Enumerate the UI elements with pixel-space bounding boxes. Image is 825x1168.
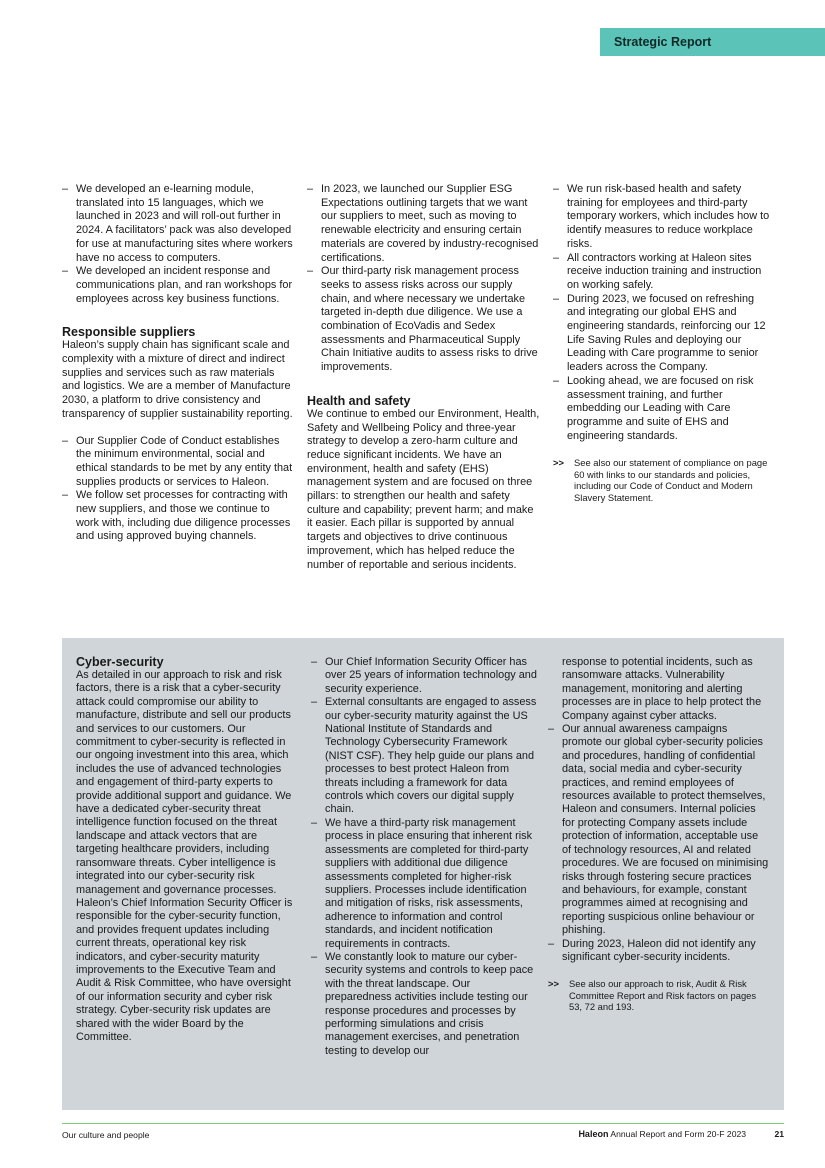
list-item: – We developed an incident response and communications plan, and ran workshops for employees across key business functions. [62,265,294,306]
footer-section-name: Our culture and people [62,1130,150,1140]
list-item: – During 2023, we focused on refreshing and integrating our global EHS and engineering standards, reinforcing our 12 Life Saving Rules and deploying our Leading with Care programme to senior leaders across the Company. [553,293,775,375]
see-also-note [548,978,770,1013]
report-title: Annual Report and Form 20-F 2023 [610,1129,747,1139]
body-paragraph: We continue to embed our Environment, Health, Safety and Wellbeing Policy and three-year strategy to develop a zero-harm culture and reduce significant incidents. We have an environment, health and safety (EHS) management system and are focused on three pillars: to strengthen our health and safety culture and capability; prevent harm; and make it easier. Each pillar is supported by annual targets and objectives to drive continuous improvement, which has helped reduce the number of reportable and serious incidents. [307,407,540,571]
bullet-list [311,656,537,1058]
list-item: – Looking ahead, we are focused on risk assessment training, and further embedding our Leading with Care programme and suite of EHS and engineering standards. [553,375,775,444]
list-item: – Our Supplier Code of Conduct establishes the minimum environmental, social and ethical standards to be met by any entity that supplies products or services to Haleon. [62,435,294,490]
list-item: – We developed an e-learning module, translated into 15 languages, which we launched in 2023 and will roll-out further in 2024. A facilitators’ pack was also developed for use at manufacturing sites where workers have no access to computers. [62,183,294,265]
bullet-list [62,435,294,545]
list-item: – During 2023, Haleon did not identify any significant cyber-security incidents. [548,938,770,965]
column-3 [553,183,775,503]
page-number: 21 [774,1129,784,1139]
brand-name: Haleon [578,1129,609,1139]
section-heading-cyber-security: Cyber-security [76,655,164,669]
list-item: – We constantly look to mature our cyber-security systems and controls to keep pace with the threat landscape. Our preparedness activities include testing our response procedures and processes by performing simulations and crisis management exercises, and penetration testing to develop our [311,951,537,1058]
list-item: – Our third-party risk management process seeks to assess risks across our supply chain, and where necessary we undertake targeted in-depth due diligence. We use a combination of EcoVadis and Sedex assessments and Pharmaceutical Supply Chain Initiative audits to assess risks to drive improvements. [307,265,541,375]
bullet-list [548,723,770,964]
section-heading-responsible-suppliers: Responsible suppliers [62,325,196,340]
section-tab: Strategic Report [600,28,825,56]
see-also-note [553,457,775,503]
list-item: – We have a third-party risk management process in place ensuring that inherent risk assessments are completed for third-party suppliers with additional due diligence assessments completed for higher-risk suppliers. Processes include identification and mitigation of risks, risk assessments, adherence to information and control standards, and incident notification requirements in contracts. [311,817,537,951]
bullet-list [62,183,294,306]
body-paragraph: Haleon’s supply chain has significant scale and complexity with a mixture of direct and indirect supplies and services such as raw materials and logistics. We are a member of Manufacture 2030, a platform to drive consistency and transparency of supplier sustainability reporting. [62,339,293,420]
footer-divider [62,1123,784,1124]
continued-paragraph: response to potential incidents, such as ransomware attacks. Vulnerability management, monitoring and alerting processes are in place to help protect the Company against cyber attacks. [562,656,762,722]
list-item: – All contractors working at Haleon sites receive induction training and instruction on working safely. [553,252,775,293]
bullet-list [307,183,541,375]
bullet-list [553,183,775,443]
panel-column-1 [76,655,298,1044]
column-1 [62,183,294,544]
see-also-text: See also our approach to risk, Audit & Risk Committee Report and Risk factors on pages 53, 72 and 193. [569,978,757,1013]
body-paragraph: As detailed in our approach to risk and risk factors, there is a risk that a cyber-security attack could compromise our ability to manufacture, distribute and sell our products and services to our customers. Our commitment to cyber-security is reflected in our ongoing investment into this area, which includes the use of advanced technologies and engagement of third-party experts to provide additional support and guidance. We have a dedicated cyber-security threat intelligence function focused on the threat landscape and attack vectors that are targeting healthcare providers, including ransomware threats. Cyber intelligence is integrated into our cyber-security risk management and governance processes. Haleon’s Chief Information Security Officer is responsible for the cyber-security function, and provides frequent updates including current threats, operational key risk indicators, and cyber-security maturity improvements to the Executive Team and Audit & Risk Committee, who have oversight of our information security and cyber risk strategy. Cyber-security risk updates are shared with the wider Board by the Committee. [76,669,293,1043]
list-item: – We follow set processes for contracting with new suppliers, and those we continue to work with, including due diligence processes and using approved buying channels. [62,489,294,544]
see-also-text: See also our statement of compliance on page 60 with links to our standards and policies, including our Code of Conduct and Modern Slavery Statement. [574,457,768,503]
section-heading-health-and-safety: Health and safety [307,393,411,408]
list-item: – In 2023, we launched our Supplier ESG Expectations outlining targets that we want our suppliers to meet, such as moving to renewable electricity and ensuring certain materials are covered by industry-recognised certifications. [307,183,541,265]
double-chevron-icon: >> [548,978,559,990]
panel-column-3 [548,656,770,1013]
panel-column-2 [311,656,537,1058]
list-item: – We run risk-based health and safety training for employees and third-party temporary workers, which includes how to identify measures to reduce workplace risks. [553,183,775,252]
column-2 [307,183,541,572]
list-item: – Our annual awareness campaigns promote our global cyber-security policies and procedures, handling of confidential data, social media and cyber-security practices, and remind employees of resources available to protect themselves, Haleon and consumers. Internal policies for protecting Company assets include protection of information, acceptable use of technology resources, AI and related procedures. We are focused on minimising risks through fostering secure practices and behaviours, for example, constant programmes aimed at recognising and reporting suspicious online behaviour or phishing. [548,723,770,938]
list-item: – Our Chief Information Security Officer has over 25 years of information technology and security experience. [311,656,537,696]
double-chevron-icon: >> [553,457,564,469]
list-item: – External consultants are engaged to assess our cyber-security maturity against the US National Institute of Standards and Technology Cybersecurity Framework (NIST CSF). They help guide our plans and processes to best protect Haleon from threats including a framework for data controls which covers our digital supply chain. [311,696,537,817]
footer-report-info [578,1129,784,1139]
